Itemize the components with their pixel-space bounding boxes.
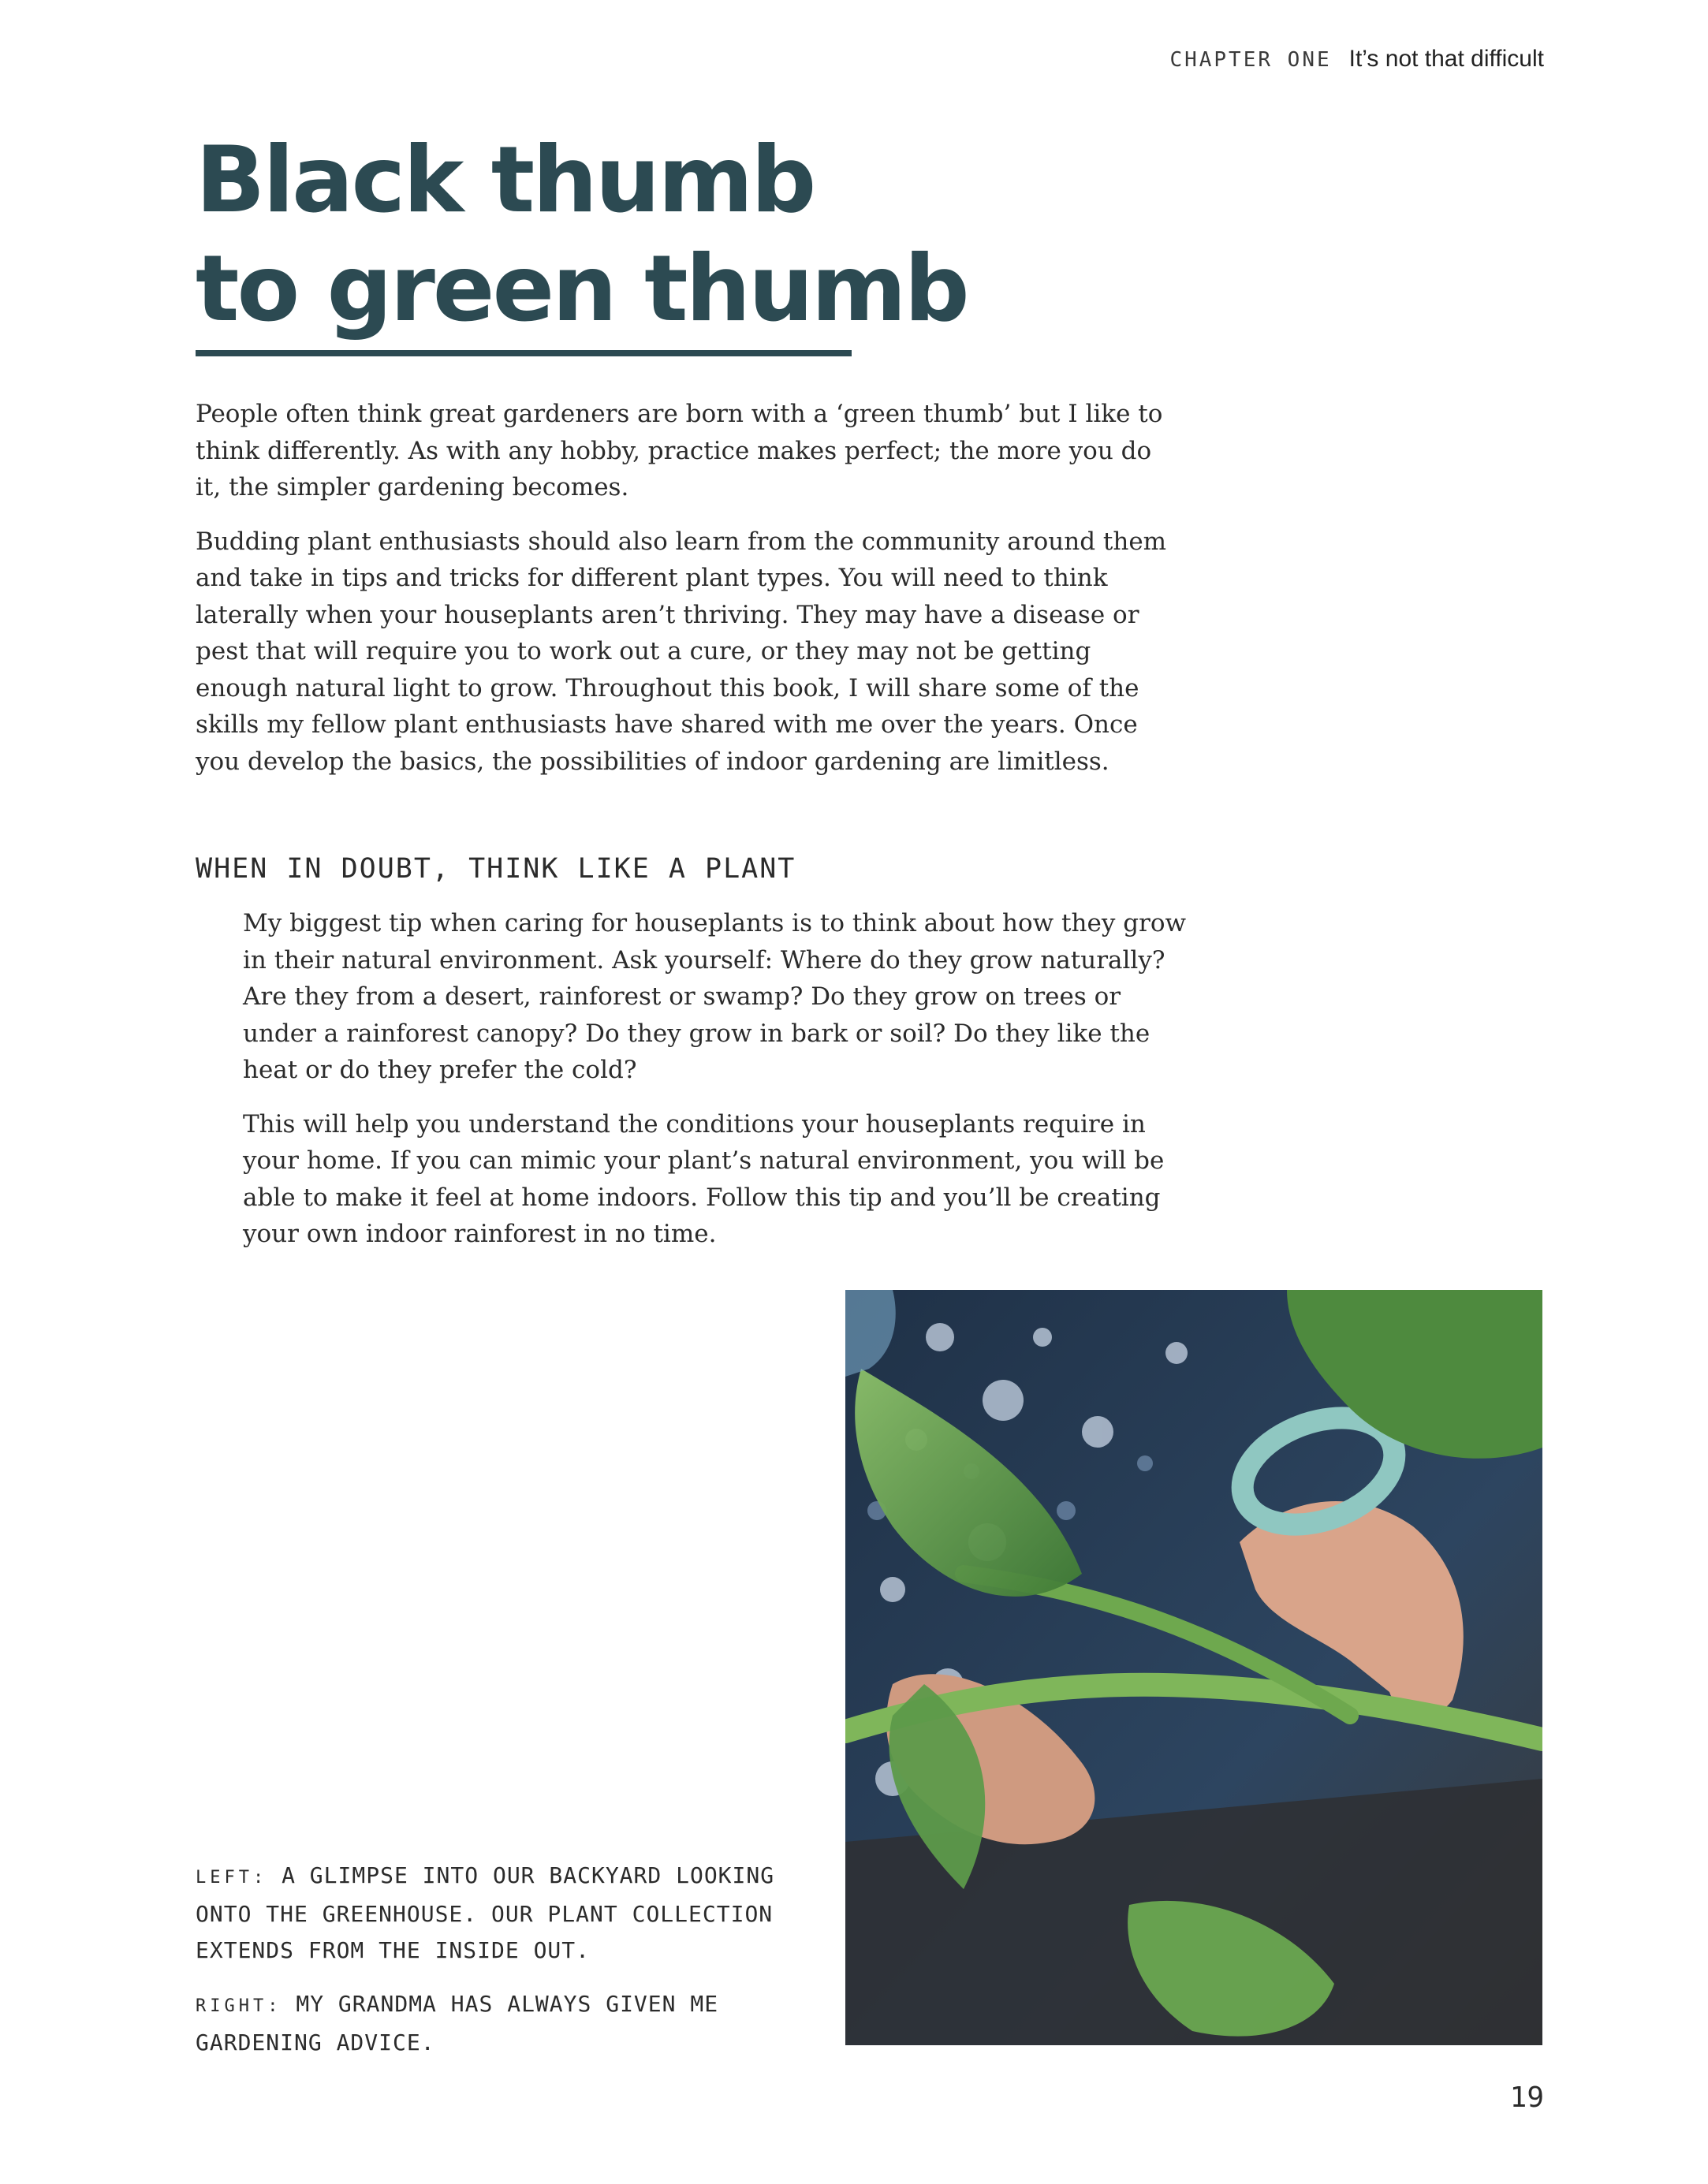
title-line-1: Black thumb [196, 127, 815, 233]
tip-text [243, 905, 1189, 1270]
page-number: 19 [1509, 2082, 1544, 2114]
intro-paragraph-1: People often think great gardeners are born with a ‘green thumb’ but I like to think differently. As with any hobby, practice makes perfect; the more you do it, the simpler gardening becomes. [196, 400, 1163, 501]
caption-right [196, 1986, 795, 2061]
photo-captions [196, 1858, 795, 2078]
tip-paragraph-1: My biggest tip when caring for houseplants is to think about how they grow in their natural environment. Ask yourself: Where do they grow naturally? Are they from a desert, rainforest or swamp? Do they grow on trees or under a rainforest canopy? Do they grow in bark or soil? Do they like the heat or do they prefer the cold? [243, 909, 1187, 1084]
intro-paragraph-2: Budding plant enthusiasts should also learn from the community around them and take in tips and tricks for different plant types. You will need to think laterally when your houseplants aren’t thriving. They may have a disease or pest that will require you to work out a cure, or they may not be getting enough natural light to grow. Throughout this book, I will share some of the skills my fellow plant enthusiasts have shared with me over the years. Once you develop the basics, the possibilities of indoor gardening are limitless. [196, 527, 1167, 776]
grandma-plant-photo [845, 1290, 1542, 2045]
chapter-title: It’s not that difficult [1348, 46, 1544, 72]
caption-left-label: LEFT: [196, 1868, 268, 1888]
page-title [196, 126, 968, 356]
caption-left [196, 1858, 795, 1969]
title-underline [196, 350, 852, 356]
photo-illustration [845, 1290, 1542, 2045]
caption-right-label: RIGHT: [196, 1996, 282, 2016]
section-heading: WHEN IN DOUBT, THINK LIKE A PLANT [196, 853, 796, 885]
tip-paragraph-2: This will help you understand the conditions your houseplants require in your home. If you can mimic your plant’s natural environment, you will be able to make it feel at home indoors. Follow this tip and you’ll be creating your own indoor rainforest in no time. [243, 1109, 1165, 1248]
caption-left-text: A GLIMPSE INTO OUR BACKYARD LOOKING ONTO THE GREENHOUSE. OUR PLANT COLLECTION EXTENDS FROM THE INSIDE OUT. [196, 1862, 775, 1963]
intro-text [196, 396, 1183, 797]
chapter-label: CHAPTER ONE [1169, 48, 1332, 72]
title-line-2: to green thumb [196, 236, 968, 342]
running-header [1169, 46, 1544, 73]
caption-right-text: MY GRANDMA HAS ALWAYS GIVEN ME GARDENING ADVICE. [196, 1991, 719, 2055]
